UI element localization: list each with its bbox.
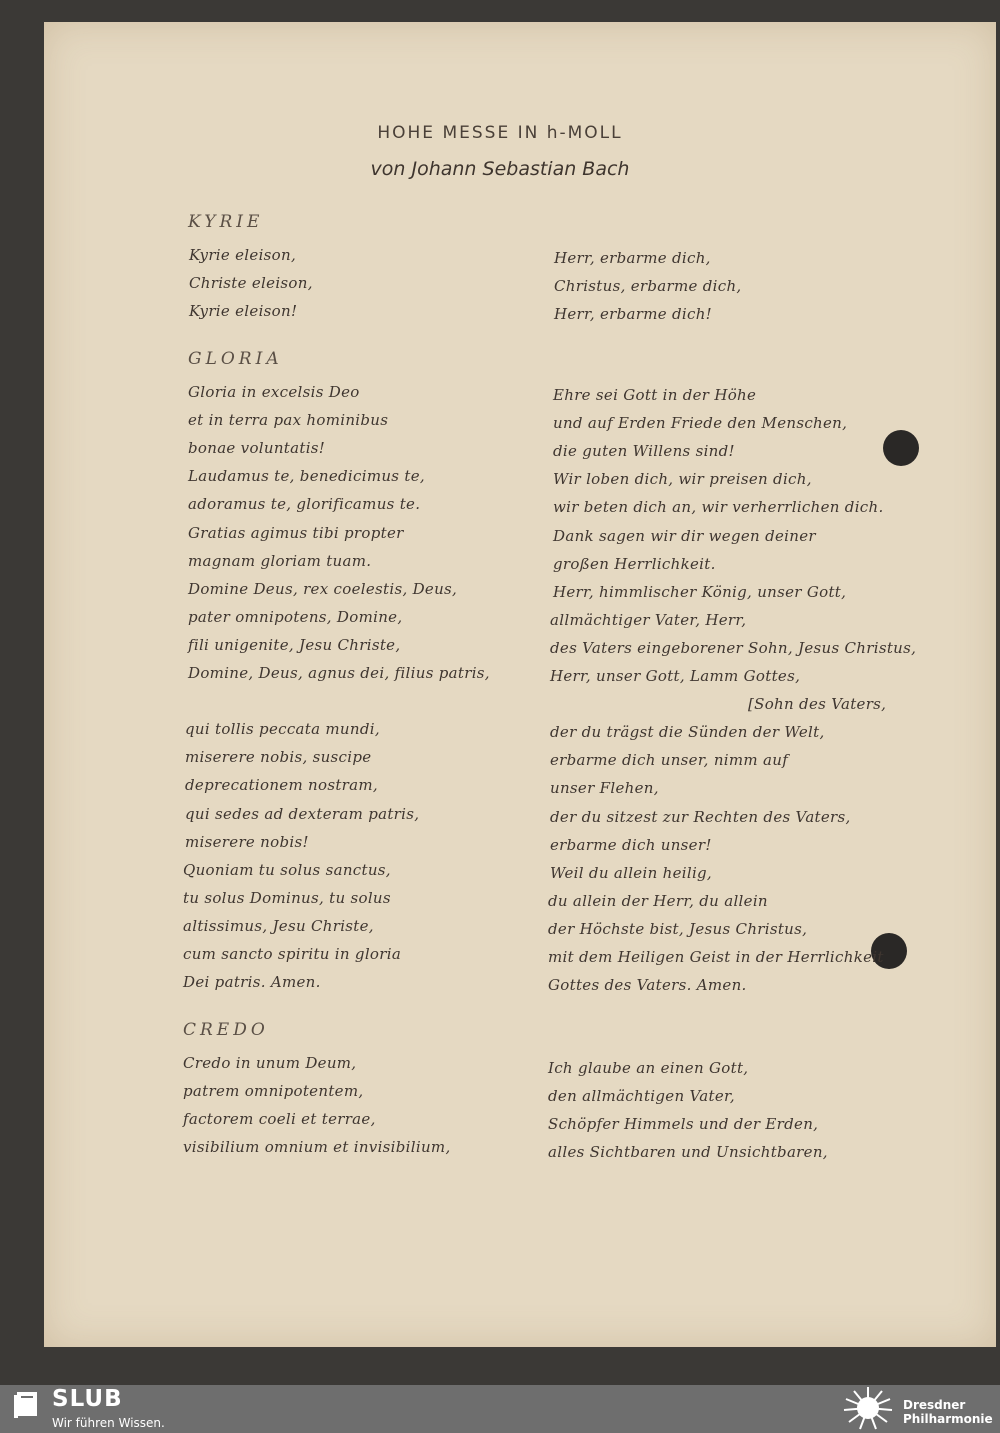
latin-line: et in terra pax hominibus xyxy=(188,411,389,430)
section-heading-kyrie: KYRIE xyxy=(188,212,264,232)
latin-line: Gloria in excelsis Deo xyxy=(188,383,360,401)
latin-line: Christe eleison, xyxy=(189,274,313,293)
german-line: wir beten dich an, wir verherrlichen dich. xyxy=(553,498,884,517)
german-line: Weil du allein heilig, xyxy=(550,863,713,882)
document-title: HOHE MESSE IN h-MOLL xyxy=(377,123,623,143)
german-line: Christus, erbarme dich, xyxy=(554,277,742,296)
german-line: allmächtiger Vater, Herr, xyxy=(550,610,747,629)
german-line: Ich glaube an einen Gott, xyxy=(548,1059,749,1077)
german-line: großen Herrlichkeit. xyxy=(553,554,716,573)
german-line: Dank sagen wir dir wegen deiner xyxy=(553,526,816,545)
latin-line: altissimus, Jesu Christe, xyxy=(183,916,374,935)
german-line: erbarme dich unser, nimm auf xyxy=(550,751,789,770)
slub-tagline: Wir führen Wissen. xyxy=(52,1416,165,1430)
german-line: [Sohn des Vaters, xyxy=(748,695,887,714)
latin-line: miserere nobis, suscipe xyxy=(185,748,372,767)
partner-name-line2: Philharmonie xyxy=(903,1412,993,1426)
latin-line: pater omnipotens, Domine, xyxy=(188,607,403,626)
latin-line: bonae voluntatis! xyxy=(188,439,326,458)
latin-line: Credo in unum Deum, xyxy=(183,1054,357,1072)
german-line: der Höchste bist, Jesus Christus, xyxy=(548,919,808,938)
german-line: Herr, unser Gott, Lamm Gottes, xyxy=(550,667,801,685)
book-icon xyxy=(14,1390,40,1418)
latin-line: patrem omnipotentem, xyxy=(183,1082,364,1101)
latin-line: Kyrie eleison, xyxy=(189,246,297,264)
german-line: Herr, erbarme dich, xyxy=(554,249,711,267)
document-subtitle: von Johann Sebastian Bach xyxy=(370,158,630,180)
latin-line: Kyrie eleison! xyxy=(189,302,298,321)
latin-line: Quoniam tu solus sanctus, xyxy=(183,860,391,879)
latin-line: Domine, Deus, agnus dei, filius patris, xyxy=(188,664,490,682)
latin-line: tu solus Dominus, tu solus xyxy=(183,888,391,907)
latin-line: miserere nobis! xyxy=(185,832,309,851)
latin-line: magnam gloriam tuam. xyxy=(188,551,372,570)
german-line: Herr, himmlischer König, unser Gott, xyxy=(553,582,847,601)
punch-hole xyxy=(883,430,919,466)
german-line: Wir loben dich, wir preisen dich, xyxy=(553,470,812,489)
german-line: alles Sichtbaren und Unsichtbaren, xyxy=(548,1143,828,1162)
section-heading-credo: CREDO xyxy=(183,1020,269,1040)
section-heading-gloria: GLORIA xyxy=(188,349,283,369)
german-line: und auf Erden Friede den Menschen, xyxy=(553,414,848,433)
latin-line: qui tollis peccata mundi, xyxy=(185,720,380,739)
german-line: mit dem Heiligen Geist in der Herrlichkeit xyxy=(548,948,884,966)
latin-line: adoramus te, glorificamus te. xyxy=(188,495,421,514)
slub-name: SLUB xyxy=(52,1386,123,1412)
german-line: Herr, erbarme dich! xyxy=(554,305,713,324)
german-line: unser Flehen, xyxy=(550,779,659,798)
latin-line: Domine Deus, rex coelestis, Deus, xyxy=(188,579,458,598)
german-line: der du sitzest zur Rechten des Vaters, xyxy=(550,807,851,826)
german-line: die guten Willens sind! xyxy=(553,442,735,461)
latin-line: fili unigenite, Jesu Christe, xyxy=(188,635,401,654)
latin-line: factorem coeli et terrae, xyxy=(183,1110,376,1129)
partner-name xyxy=(903,1398,998,1426)
german-line: den allmächtigen Vater, xyxy=(548,1087,735,1106)
german-line: erbarme dich unser! xyxy=(550,835,712,854)
latin-line: qui sedes ad dexteram patris, xyxy=(185,804,420,823)
german-line: Ehre sei Gott in der Höhe xyxy=(553,386,757,404)
german-line: des Vaters eingeborener Sohn, Jesus Christus, xyxy=(550,638,917,657)
german-line: Schöpfer Himmels und der Erden, xyxy=(548,1115,819,1134)
latin-line: visibilium omnium et invisibilium, xyxy=(183,1138,451,1157)
latin-line: cum sancto spiritu in gloria xyxy=(183,945,402,963)
latin-line: Dei patris. Amen. xyxy=(183,973,321,992)
latin-line: Laudamus te, benedicimus te, xyxy=(188,467,425,486)
german-line: Gottes des Vaters. Amen. xyxy=(548,976,747,995)
latin-line: Gratias agimus tibi propter xyxy=(188,523,404,542)
sunburst-logo-icon xyxy=(842,1386,894,1430)
latin-line: deprecationem nostram, xyxy=(185,776,378,795)
partner-name-line1: Dresdner xyxy=(903,1398,966,1412)
german-line: du allein der Herr, du allein xyxy=(548,891,768,910)
german-line: der du trägst die Sünden der Welt, xyxy=(550,723,825,742)
